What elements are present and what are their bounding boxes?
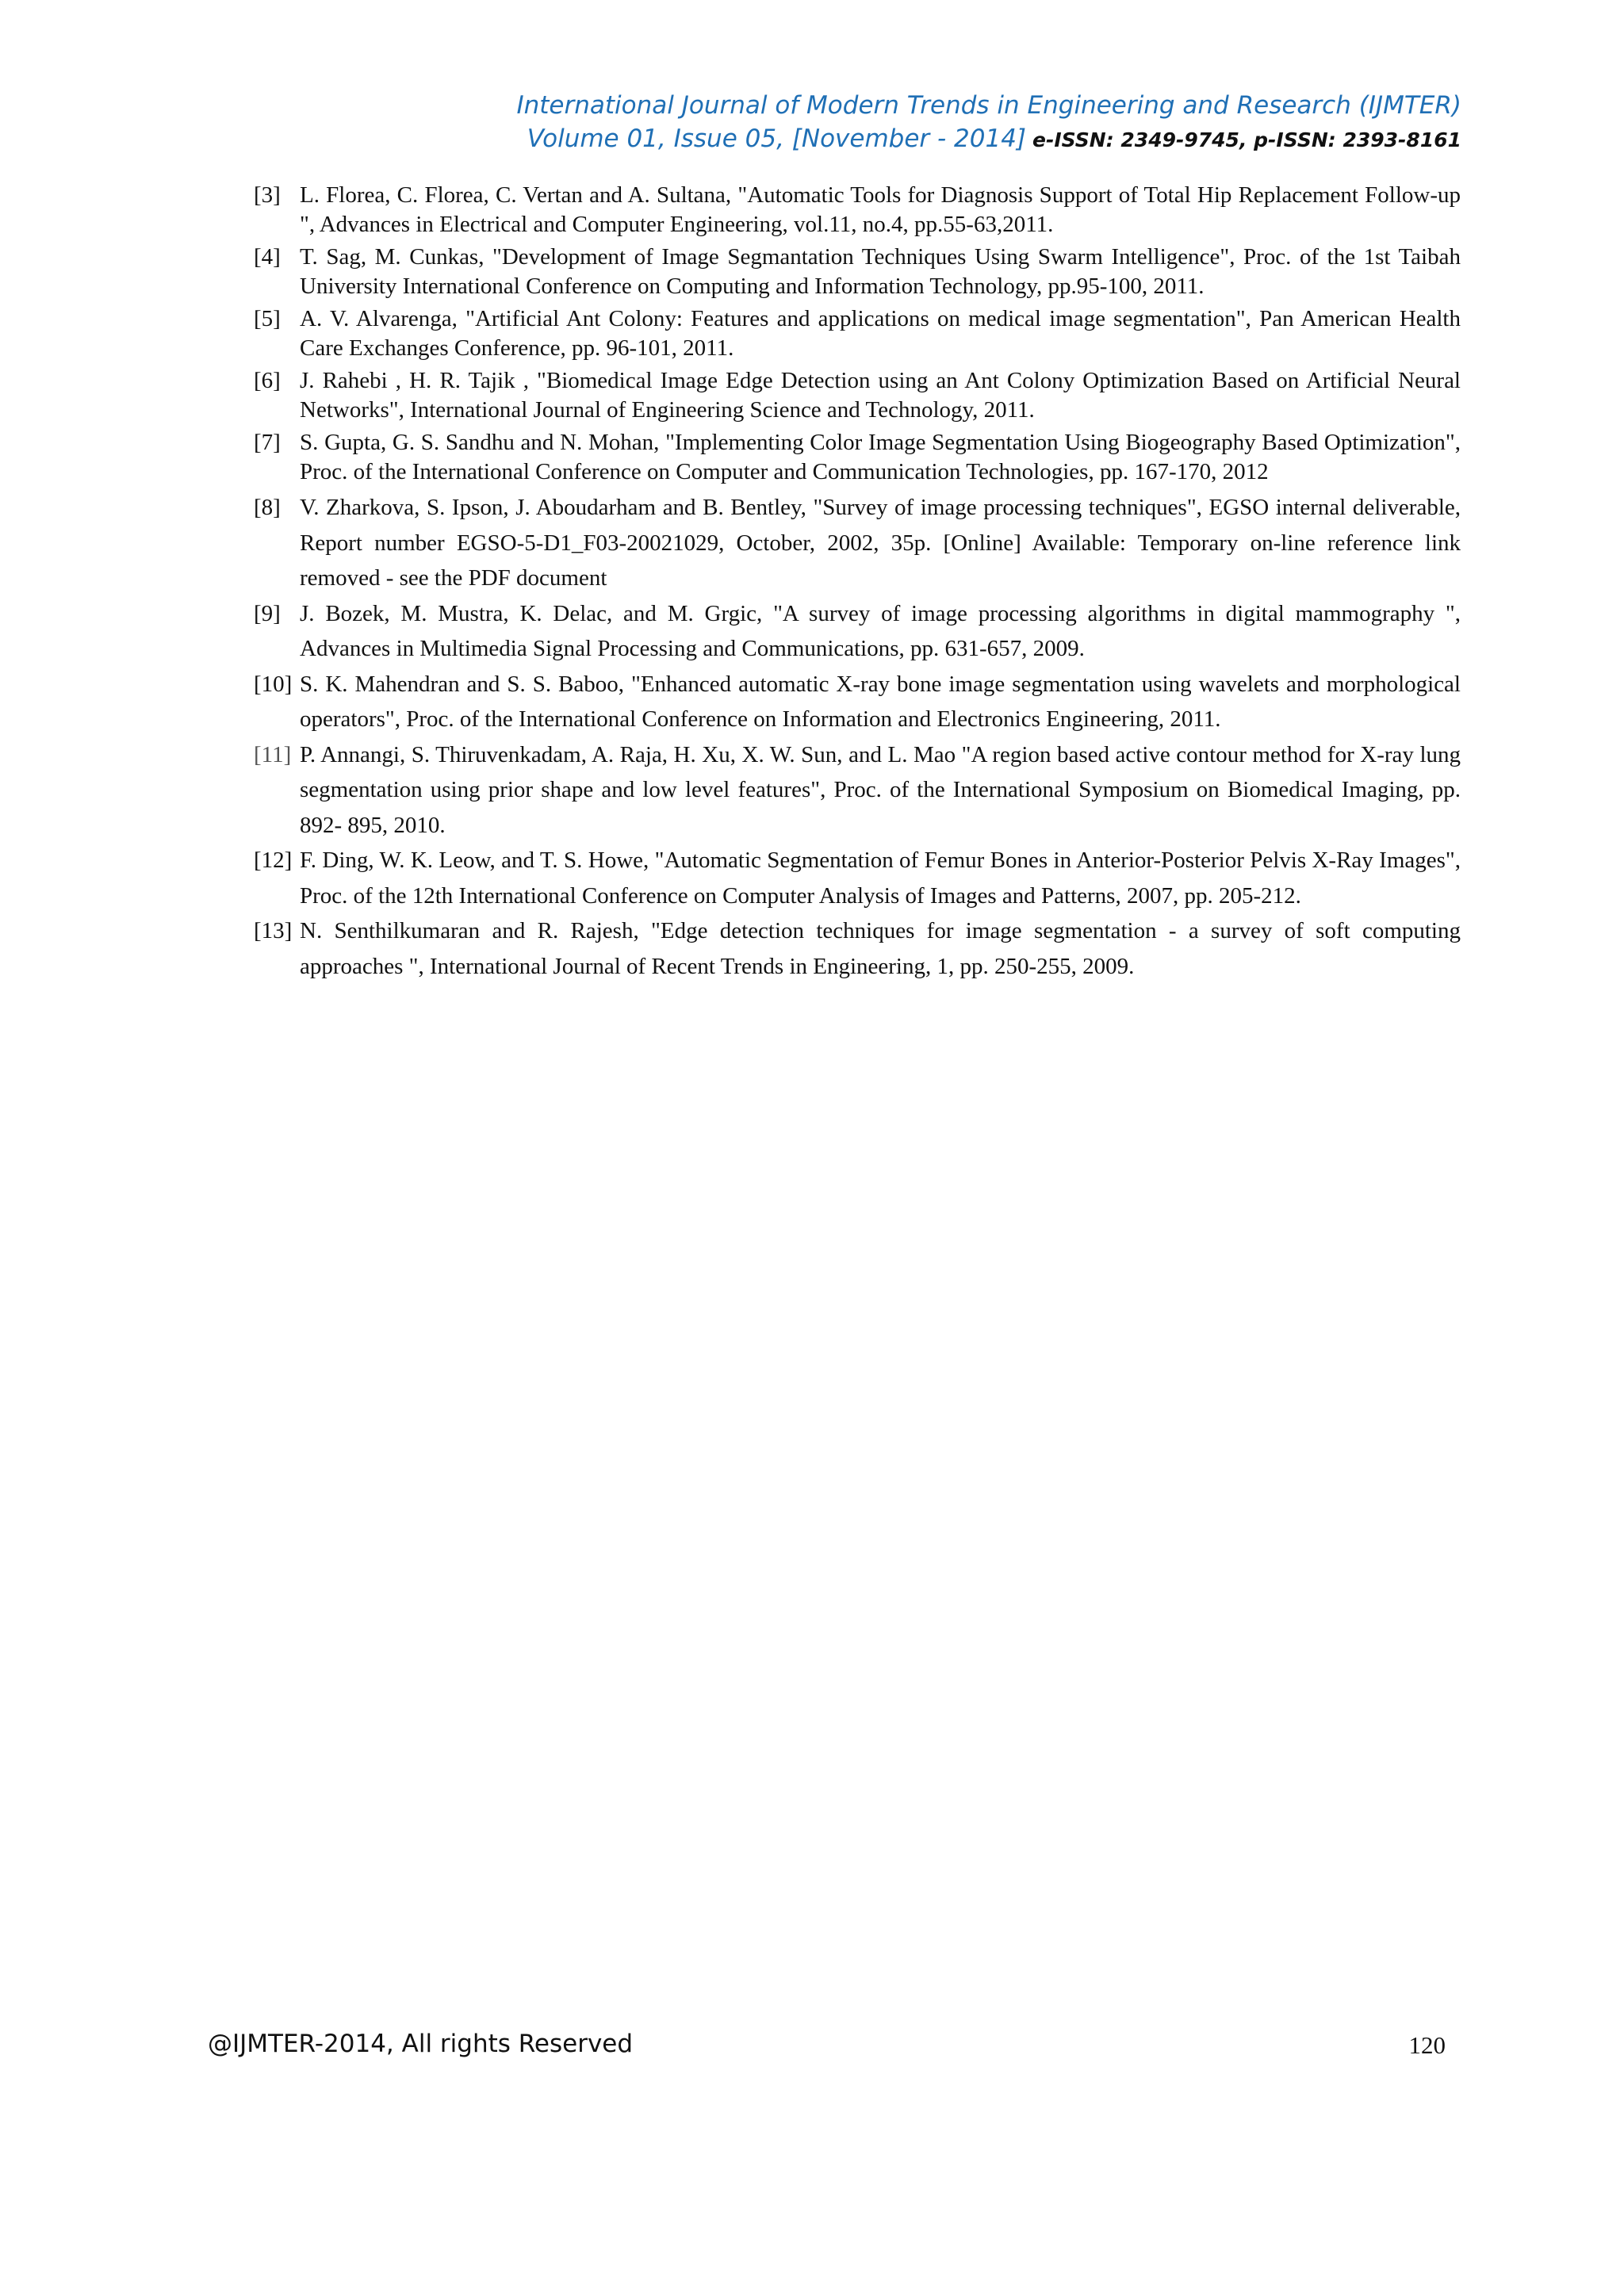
reference-number: [13] [254, 918, 293, 943]
reference-item [254, 913, 1461, 984]
journal-issn: e-ISSN: 2349-9745, p-ISSN: 2393-8161 [1032, 128, 1461, 151]
reference-item [254, 428, 1461, 487]
reference-text: N. Senthilkumaran and R. Rajesh, "Edge detection techniques for image segmentation - a survey of soft computing approaches ", International Journal of Recent Trends in Engineering, 1, pp. 250-255, 2009. [300, 918, 1461, 979]
reference-number: [11] [254, 741, 292, 767]
reference-number: [8] [254, 495, 281, 520]
reference-text: F. Ding, W. K. Leow, and T. S. Howe, "Automatic Segmentation of Femur Bones in Anterior-Posterior Pelvis X-Ray Images", Proc. of the 12th International Conference on Computer Analysis of Images and Patterns, 2007, pp. 205-212. [300, 848, 1461, 909]
reference-item [254, 490, 1461, 596]
reference-item [254, 737, 1461, 844]
journal-volume: Volume 01, Issue 05, [November - 2014] [527, 124, 1027, 153]
reference-item [254, 366, 1461, 425]
reference-text: S. K. Mahendran and S. S. Baboo, "Enhanced automatic X-ray bone image segmentation using wavelets and morphological operators", Proc. of the International Conference on Information and Electronics Engineering, 2011. [300, 671, 1461, 732]
reference-number: [3] [254, 182, 281, 208]
reference-item [254, 843, 1461, 913]
reference-number: [12] [254, 848, 293, 873]
reference-text: T. Sag, M. Cunkas, "Development of Image Segmantation Techniques Using Swarm Intelligence", Proc. of the 1st Taibah University International Conference on Computing and Information Technology, pp.95-100, 2011. [300, 244, 1461, 299]
reference-text: V. Zharkova, S. Ipson, J. Aboudarham and B. Bentley, "Survey of image processing techniques", EGSO internal deliverable, Report number EGSO-5-D1_F03-20021029, October, 2002, 35p. [Online] Available: Temporary on-line reference link removed - see the PDF document [300, 495, 1461, 591]
reference-text: S. Gupta, G. S. Sandhu and N. Mohan, "Implementing Color Image Segmentation Using Biogeography Based Optimization", Proc. of the International Conference on Computer and Communication Technologies, pp. 167-170, 2012 [300, 430, 1461, 484]
reference-item [254, 596, 1461, 667]
reference-item [254, 667, 1461, 737]
reference-item [254, 181, 1461, 239]
reference-number: [7] [254, 430, 281, 455]
copyright-footer: @IJMTER-2014, All rights Reserved [208, 2030, 634, 2058]
reference-text: A. V. Alvarenga, "Artificial Ant Colony: Features and applications on medical image segmentation", Pan American Health Care Exchanges Conference, pp. 96-101, 2011. [300, 306, 1461, 361]
reference-number: [5] [254, 306, 281, 331]
journal-header [516, 89, 1461, 157]
reference-list [254, 181, 1461, 984]
reference-item [254, 304, 1461, 363]
journal-volume-line [516, 122, 1461, 157]
page-number: 120 [1408, 2031, 1446, 2059]
reference-text: L. Florea, C. Florea, C. Vertan and A. Sultana, "Automatic Tools for Diagnosis Support of Total Hip Replacement Follow-up ", Advances in Electrical and Computer Engineering, vol.11, no.4, pp.55-63,2011. [300, 182, 1461, 237]
reference-number: [10] [254, 671, 293, 697]
reference-number: [9] [254, 600, 281, 626]
reference-number: [4] [254, 244, 281, 270]
reference-number: [6] [254, 368, 281, 393]
reference-text: J. Rahebi , H. R. Tajik , "Biomedical Image Edge Detection using an Ant Colony Optimization Based on Artificial Neural Networks", International Journal of Engineering Science and Technology, 2011. [300, 368, 1461, 423]
reference-text: J. Bozek, M. Mustra, K. Delac, and M. Grgic, "A survey of image processing algorithms in digital mammography ", Advances in Multimedia Signal Processing and Communications, pp. 631-657, 2009. [300, 600, 1461, 661]
reference-item [254, 243, 1461, 301]
journal-title: International Journal of Modern Trends in Engineering and Research (IJMTER) [516, 91, 1461, 120]
reference-text: P. Annangi, S. Thiruvenkadam, A. Raja, H. Xu, X. W. Sun, and L. Mao "A region based active contour method for X-ray lung segmentation using prior shape and low level features", Proc. of the International Symposium on Biomedical Imaging, pp. 892- 895, 2010. [300, 741, 1461, 838]
